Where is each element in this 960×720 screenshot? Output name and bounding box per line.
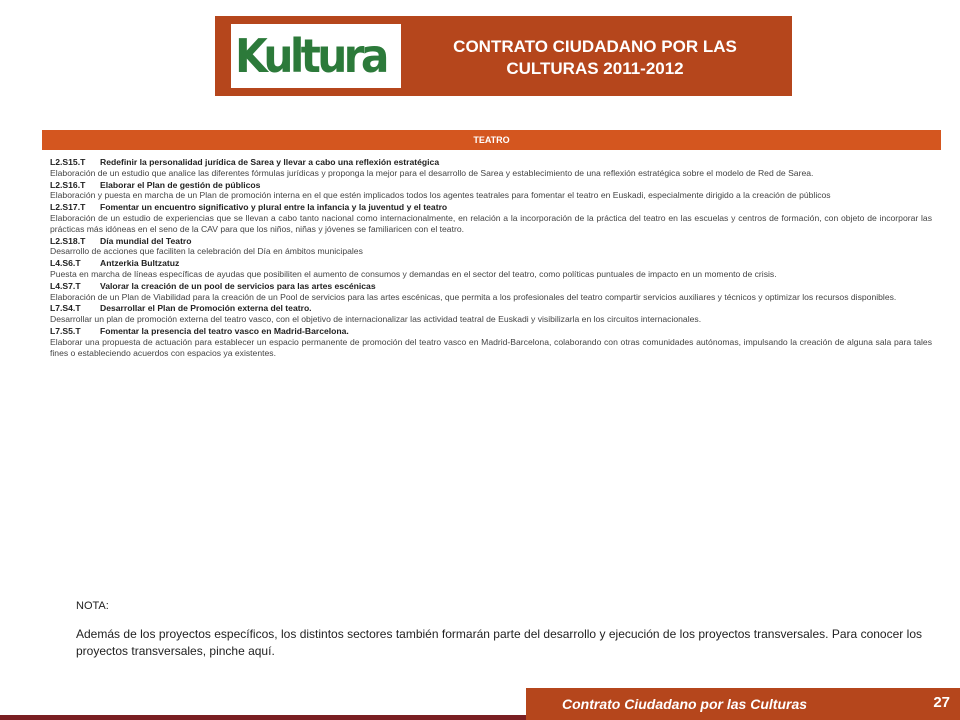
footer-bar: [526, 688, 960, 720]
project-description: Desarrollar un plan de promoción externa del teatro vasco, con el objetivo de internacionalizar las actividad teatral de Euskadi y visibilizarla en los circuitos internacionales.: [50, 314, 702, 325]
project-title: [50, 281, 932, 292]
project-title-text: Fomentar un encuentro significativo y plural entre la infancia y la juventud y el teatro: [100, 202, 448, 213]
project-title-text: Valorar la creación de un pool de servicios para las artes escénicas: [100, 280, 376, 291]
project-title: [50, 236, 932, 247]
project-item: [50, 157, 932, 179]
project-title-text: Redefinir la personalidad jurídica de Sarea y llevar a cabo una reflexión estratégica: [100, 157, 440, 167]
project-description: Desarrollo de acciones que faciliten la celebración del Día en ámbitos municipales: [50, 246, 363, 257]
kultura-logo: [231, 24, 401, 88]
nota-label: NOTA:: [76, 600, 109, 612]
project-item: [50, 236, 932, 258]
project-title: [50, 180, 932, 191]
project-title-text: Antzerkia Bultzatuz: [100, 258, 180, 269]
project-code: L7.S4.T: [50, 303, 81, 314]
project-title: [50, 326, 932, 337]
title-line-1: CONTRATO CIUDADANO POR LAS: [453, 37, 737, 56]
project-description: Elaboración de un Plan de Viabilidad para la creación de un Pool de servicios para las artes escénicas, que permita a los profesionales del teatro compartir servicios auxiliares y técnicos y optimizar los recursos disponibles.: [50, 291, 897, 302]
project-item: [50, 202, 932, 234]
section-header-teatro: TEATRO: [42, 130, 941, 150]
project-title: [50, 303, 932, 314]
project-code: L4.S7.T: [50, 280, 81, 291]
project-code: L2.S17.T: [50, 202, 86, 213]
project-description: Puesta en marcha de líneas específicas de ayudas que posibiliten el aumento de consumos y demandas en el sector del teatro, como políticas puntuales de impacto en un momento de crisis.: [50, 268, 777, 279]
project-code: L2.S18.T: [50, 235, 86, 246]
nota-text-before: Además de los proyectos específicos, los distintos sectores también formarán parte del desarrollo y ejecución de los proyectos transversales. Para conocer los proyectos transversales,: [76, 627, 922, 658]
project-item: [50, 180, 932, 202]
project-description: Elaboración y puesta en marcha de un Plan de promoción interna en el que estén implicados todos los agentes teatrales para fomentar el teatro en Euskadi, especialmente dirigido a la creación de públicos: [50, 190, 831, 201]
project-list: [50, 156, 932, 359]
title-line-2: CULTURAS 2011-2012: [506, 59, 684, 78]
project-title-text: Fomentar la presencia del teatro vasco en Madrid-Barcelona.: [100, 325, 349, 336]
project-code: L2.S16.T: [50, 179, 86, 190]
project-title-text: Día mundial del Teatro: [100, 235, 192, 246]
project-title: [50, 258, 932, 269]
project-code: L7.S5.T: [50, 325, 81, 336]
project-code: L2.S15.T: [50, 157, 86, 167]
project-code: L4.S6.T: [50, 258, 81, 269]
project-description: Elaborar una propuesta de actuación para establecer un espacio permanente de promoción del teatro vasco en Madrid-Barcelona, colaborando con otras comunidades autónomas, impulsando la creación de alguna sala para tales fines o estableciendo acuerdos con espacios ya existentes.: [50, 336, 932, 358]
project-item: [50, 326, 932, 358]
logo-text: Kultura: [235, 29, 386, 83]
project-item: [50, 258, 932, 280]
project-title-text: Elaborar el Plan de gestión de públicos: [100, 179, 261, 190]
footer-title: Contrato Ciudadano por las Culturas: [562, 696, 808, 712]
document-title: [415, 36, 775, 80]
project-description: Elaboración de un estudio que analice las diferentes fórmulas jurídicas y proponga la mejor para el desarrollo de Sarea y establecimiento de una reflexión estratégica sobre el modelo de Red de Sarea.: [50, 167, 814, 178]
transversal-projects-link[interactable]: pinche aquí: [209, 644, 272, 658]
project-item: [50, 281, 932, 303]
project-title-text: Desarrollar el Plan de Promoción externa del teatro.: [100, 303, 312, 314]
page-number: 27: [933, 694, 950, 711]
nota-text: [76, 626, 922, 660]
nota-text-after: .: [271, 644, 275, 658]
header-banner: [215, 16, 792, 96]
project-title: [50, 202, 932, 213]
project-title: [50, 157, 932, 168]
project-description: Elaboración de un estudio de experiencias que se llevan a cabo tanto nacional como internacionalmente, en relación a la incorporación de la práctica del teatro en las escuelas y centros de formación, con objeto de incorporar las prácticas más idóneas en el seno de la CAV para que los niños, niñas y jóvenes se familiaricen con el teatro.: [50, 212, 932, 234]
project-item: [50, 303, 932, 325]
